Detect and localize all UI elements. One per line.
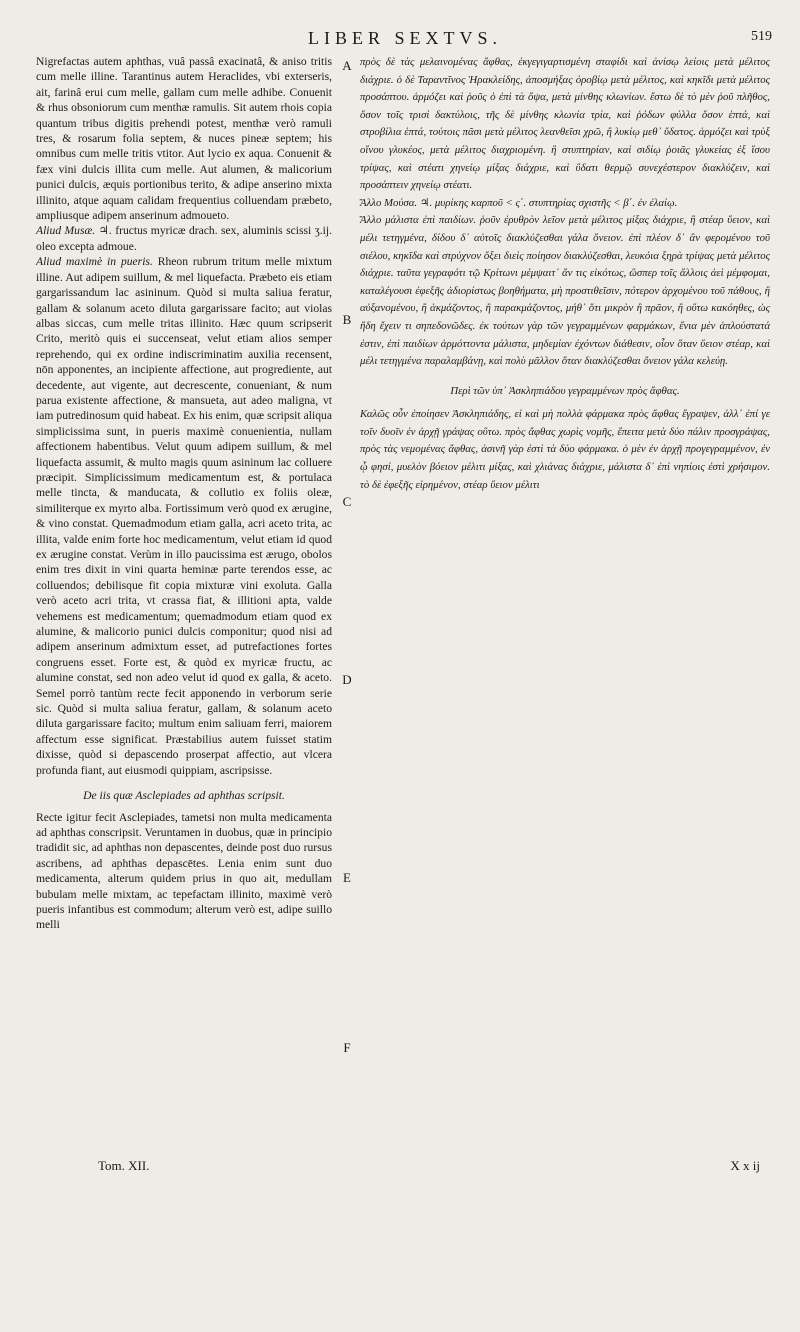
latin-paragraph-2: Rheon rubrum tritum melle mixtum illine. Aut adipem suillum, & mel liquefacta. Præbeto eis etiam gargarissandum lac asininum. Quòd si multa saliua feratur, gallam & solanum aceto diluta gargarissare facito; aut violas albas siccas, cum melle tritas illinito. Hæc quum scripserit Crito, meritò quis ei succenseat, velut etiam alios semper reprehendo, qui ex ordine indiscriminatim auxilia recensent, nōn apponentes, an incipiente affectione, aut progrediente, aut decedente, aut vigente, aut decrescente, conueniant, & num parua existente affectione, & mansueta, aut adeo maligna, vt iam putredinosum quid habeat. Ex his enim, quæ scripsit aliqua simplicissima sunt, in pueris maximè conuenientia, nullam affectionem habentibus. Velut quum adipem suillum, & mel liquefacta assumit, & multo magis quum asininum lac colluere præcipit. Simplicissimum medicamentum est, & portulaca melle tincta, & manducata, & collutio ex foliis oleæ, similiterque ex myrto alba. Fortissimum verò quod ex ærugine, & vino constat. Quemadmodum etiam galla, acri aceto trita, ac illita, valde enim forte hoc medicamentum, velut etiam id quod ex ærugine constat. Verùm in illo paucissima est ærugo, obolos enim tres dixit in vini quarta heminæ parte terendos esse, ac colluendos; debilisque fit copia mixturæ vini exoluta. Galla verò aceto acri trita, vt crassa fiat, & illitioni apta, valde vehemens est medicamentum; quemadmodum etiam quod ex alumine, & malicorio punici dulcis componitur; quod nisi ad adipem anserinum admixtum esset, ad putrefactiones fortes congruens esset. Forte est, & quòd ex myricæ fructu, ac alumine constat, sed non adeo velut id quod ex galla, & aceto. Semel porrò tantùm recte fecit apponendo in verborum serie sic. Quòd si multa saliua feratur, gallam, & solanum aceto diluta gargarissare facito; multum enim saliuam ferri, maiorem affectum esse significat. Præstabilius autem fuisset statim dixisse, quòd si depascendo proserpat affectio, aut vlcera profunda fiant, aut eiusmodi quippiam, ascripsisse. (36, 255, 332, 777)
margin-letter-b: B (342, 312, 352, 327)
greek-musa-text: ♃. μυρίκης καρποῦ < ς΄. στυπτηρίας σχιστῆς < β΄. ἐν ἐλαίῳ. (419, 196, 678, 209)
footer-signature: Tom. XII. (98, 1158, 150, 1173)
latin-margin-label-musa: Aliud Musæ. (36, 224, 96, 238)
latin-paragraph-1: Nigrefactas autem aphthas, vuâ passâ exacinatâ, & aniso tritis cum melle illine. Tarantinus autem Heraclides, vbi exterseris, ait, farinâ erui cum melle, gallam cum melle adhibe. Conuenit & rhus obsoniorum cum menthæ ramulis. Sit autem rhois copia quantum tribus digitis prehendi potest, menthæ verò ramuli tres, & rosarum folia septem, & nuces pineæ septem; his omnibus cum melle tritis vtitor. Aut lycio ex aqua. Conuenit & fæx vini dulcis illita cum melle. Aut alumen, & malicorium punici dulcis, æquis portionibus terito, & adipe anserino mixta illinito, atque aquam calidam frequentius colluendam præbeto, ampliusque adipem anserinum admoueto. (36, 55, 332, 223)
greek-paragraph-1: πρὸς δὲ τὰς μελαινομένας ἄφθας, ἐκγεγιγαρτισμένη σταφίδι καὶ ἀνίσῳ λείοις μετὰ μέλιτος διάχριε. ὁ δὲ Ταραντῖνος Ἡρακλείδης, ἀποσμήξας ὀροβίῳ μετὰ μέλιτος, καὶ κηκῖδι μετὰ μέλιτος προσάπτου. ἁρμόζει καὶ ῥοῦς ὁ ἐπὶ τὰ ὄψα, μετὰ μίνθης κλωνίων. ἔστω δὲ τὸ μὲν ῥοῦ πλῆθος, ὅσον τοῖς τρισὶ δακτύλοις, τῆς δὲ μίνθης κλωνία τρία, καὶ ῥόδων φύλλα ὅσον ἑπτά, καὶ στροβίλια ἑπτά, τούτοις πᾶσι μετὰ μέλιτος λεανθεῖσι χρῶ, ἢ λυκίῳ μεθ᾽ ὕδατος. ἁρμόζει καὶ τρὺξ οἴνου γλυκέος, μετὰ μέλιτος διαχριομένη. ἢ στυπτηρίαν, καὶ σιδίῳ ῥοιᾶς γλυκείας ἐξ ἴσου τρίψας, καὶ στέατι χηνείῳ μίξας διάχριε, καὶ ὕδατι θερμῷ συνεχέστερον διακλύζειν, καὶ προσάπτειν χηνείῳ στέατι. (360, 56, 770, 192)
margin-letter-c: C (342, 494, 352, 509)
greek-column (360, 54, 770, 494)
margin-letter-e: E (343, 870, 351, 885)
footer-gathering-mark: X x ij (730, 1158, 760, 1173)
page-header-title: LIBER SEXTVS. (307, 28, 502, 48)
greek-section-heading: Περὶ τῶν ὑπ᾽ Ἀσκληπιάδου γεγραμμένων πρὸς ἄφθας. (450, 384, 680, 397)
greek-musa-line (360, 195, 770, 213)
latin-column (36, 54, 332, 933)
margin-letter-f: F (343, 1040, 351, 1055)
greek-paragraph-2: Ἄλλο μάλιστα ἐπὶ παιδίων. ῥοῦν ἐρυθρὸν λεῖον μετὰ μέλιτος μίξας διάχριε, ἢ στέαρ ὕειον, καὶ μέλι τετηγμένα, δίδου δ᾽ αὐτοῖς διακλύζεσθαι γάλα ὄνειον. ἐπὶ πλέον δ᾽ ἂν φερομένου τοῦ σιέλου, κηκῖδα καὶ στρύχνον ὄξει διεὶς ποίησον διακλύζεσθαι, λευκόια ξηρὰ τρίψας μετὰ μέλιτος διάχριε. ταῦτα γεγραφότι τῷ Κρίτωνι μέμψαιτ᾽ ἄν τις εἰκότως, ὥσπερ τοῖς ἄλλοις ἀεὶ μέμφομαι, καταλέγουσι ἐφεξῆς ἀδιορίστως βοηθήματα, μὴ προστιθεῖσιν, πότερον ἀρχομένου τοῦ πάθους, ἢ αὐξανομένου, ἢ ἀκμάζοντος, ἢ παρακμάζοντος, μήθ᾽ ὅτι μικρὸν ἢ πρᾶον, ἢ οὕτω κακόηθες, ὡς ἤδη ἔχειν τι σηπεδονῶδες. ἐκ τούτων γὰρ τῶν γεγραμμένων φαρμάκων, ἔνια μὲν ἁπλούστατά ἐστιν, ἐπὶ παιδίων ἁρμόττοντα μάλιστα, μηδεμίαν ἐχόντων διάθεσιν, οἷον ὅταν ὕειον στέαρ, καὶ μέλι τετηγμένα παραλαμβάνῃ, καὶ πολὺ μᾶλλον ὅταν διακλύζεσθαι ὄνειον γάλα κελεύῃ. (360, 214, 770, 368)
latin-paragraph-3: Recte igitur fecit Asclepiades, tametsi non multa medicamenta ad aphthas conscripsit. Veruntamen in duobus, quæ in principio tradidit sic, ad aphthas non depascentes, deinde post duo rursus ascribens, ad aphthas depascētes. Lenia enim sunt duo medicamenta, alterum quidem prius in quo ait, medullam bubulam melle mixtam, ac tepefactam illinito, maximè verò pueris infantibus est commodum; alterum verò est, adipe suillo melli (36, 810, 332, 932)
latin-pueris-line (36, 254, 332, 778)
greek-paragraph-3: Καλῶς οὖν ἐποίησεν Ἀσκληπιάδης, εἰ καὶ μὴ πολλὰ φάρμακα πρὸς ἄφθας ἔγραψεν, ἀλλ᾽ ἐπί γε τοῖν δυοῖν ἐν ἀρχῇ γράψας οὕτω. πρὸς ἄφθας χωρὶς νομῆς, ἔπειτα μετὰ δύο πάλιν προσγράψας, πρὸς τὰς νεμομένας ἄφθας, ἀσινῆ γὰρ ἐστὶ τὰ δύο φάρμακα. ὁ μὲν ἐν ἀρχῇ προγεγραμμένον, ἐν ᾧ φησί, μυελὸν βόειον μέλιτι μίξας, καὶ χλιάνας διάχριε, μάλιστα δ᾽ ἐπὶ νηπίοις ἐστὶ χρήσιμον. τὸ δὲ ἐφεξῆς εἰρημένον, στέαρ ὕειον μέλιτι (360, 408, 770, 491)
greek-musa-heading: Ἄλλο Μούσα. (360, 196, 418, 209)
latin-musa-text: ♃. fructus myricæ drach. sex, aluminis scissi ʒ.ij. oleo excepta admoue. (36, 224, 332, 253)
latin-margin-label-pueris: Aliud maximè in pueris. (36, 255, 153, 269)
margin-letter-d: D (342, 672, 352, 687)
latin-musa-line (36, 223, 332, 254)
margin-letter-a: A (342, 58, 352, 73)
page-number: 519 (751, 29, 772, 44)
latin-section-heading: De iis quæ Asclepiades ad aphthas scripsit. (83, 789, 285, 803)
